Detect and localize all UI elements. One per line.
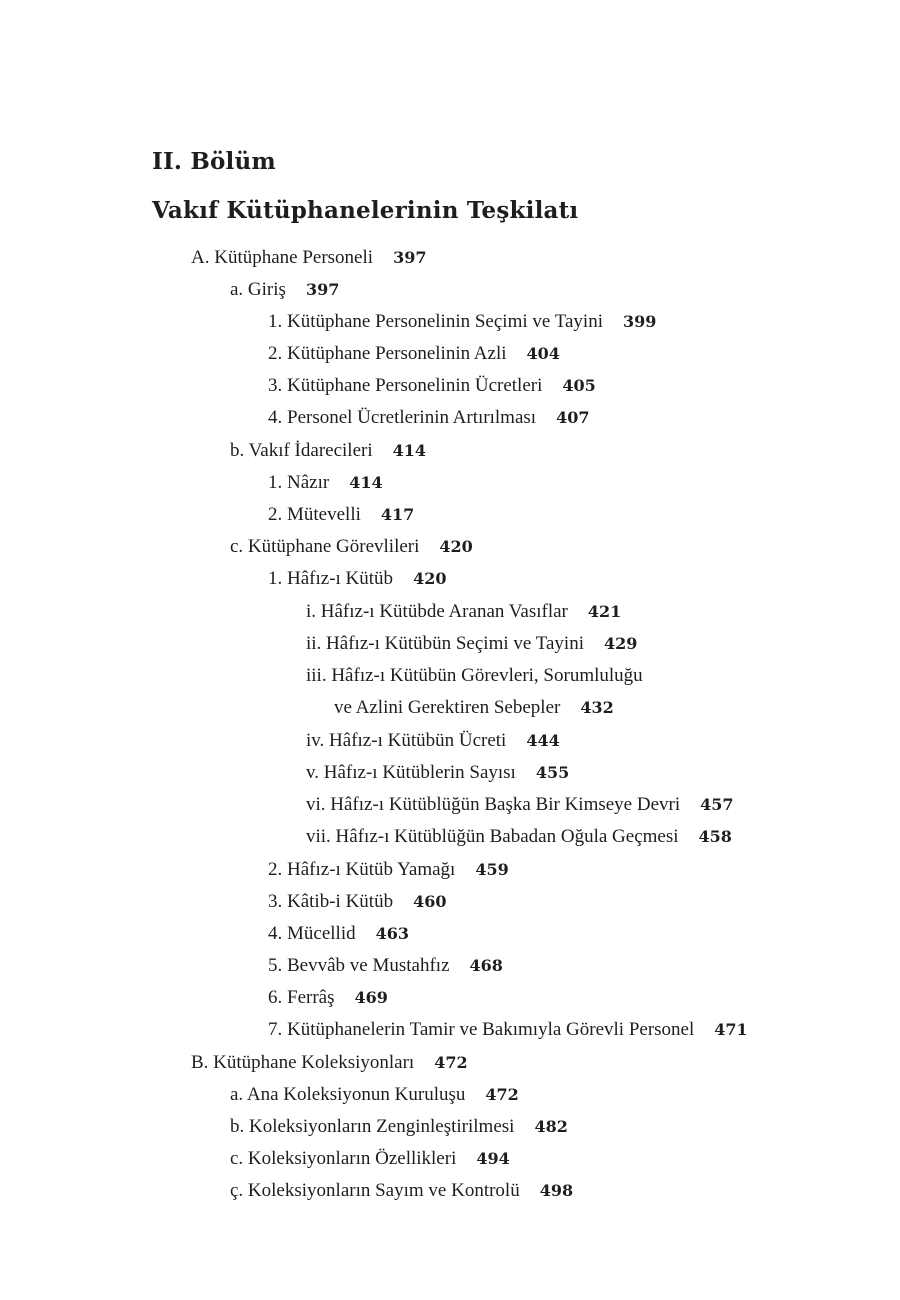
toc-entry-text: 5. Bevvâb ve Mustahfız: [268, 955, 450, 976]
toc-page-number: 420: [439, 537, 473, 556]
toc-entry: [306, 825, 732, 849]
toc-page-number: 397: [393, 248, 427, 267]
toc-entry: [230, 1147, 510, 1171]
toc-page-number: 458: [698, 827, 732, 846]
toc-entry-text: 4. Personel Ücretlerinin Artırılması: [268, 407, 537, 428]
toc-entry: [268, 310, 656, 334]
toc-entry-text: 2. Mütevelli: [268, 504, 361, 525]
toc-entry: [268, 471, 383, 495]
toc-entry-text: 1. Kütüphane Personelinin Seçimi ve Tayini: [268, 311, 603, 332]
toc-page-number: 414: [392, 441, 427, 460]
toc-entry: [268, 503, 414, 527]
toc-entry-text: b. Koleksiyonların Zenginleştirilmesi: [230, 1116, 515, 1137]
toc-page-number: 460: [413, 892, 447, 911]
toc-entry: [306, 600, 621, 624]
toc-entry: [306, 632, 637, 656]
toc-entry-text: ve Azlini Gerektiren Sebepler: [334, 697, 561, 718]
toc-entry: [268, 858, 509, 882]
toc-entry-text: i. Hâfız-ı Kütübde Aranan Vasıflar: [306, 601, 568, 622]
toc-page-number: 414: [349, 473, 383, 492]
toc-entry-text: vii. Hâfız-ı Kütüblüğün Babadan Oğula Geçmesi: [306, 826, 679, 847]
toc-entry: [306, 729, 560, 753]
toc-entry-text: 1. Hâfız-ı Kütüb: [268, 568, 394, 589]
toc-page-number: 420: [413, 569, 447, 588]
toc-entry: [268, 1018, 748, 1042]
toc-entry-text: 3. Kütüphane Personelinin Ücretleri: [268, 375, 543, 396]
toc-page-number: 494: [476, 1149, 510, 1168]
toc-page-number: 421: [587, 602, 622, 621]
toc-page-number: 429: [604, 634, 638, 653]
toc-entry: [230, 1179, 573, 1203]
toc-entry: [306, 664, 643, 688]
toc-entry: [268, 342, 560, 366]
toc-page-number: 407: [556, 408, 590, 427]
toc-entry: [230, 535, 473, 559]
toc-entry-text: a. Ana Koleksiyonun Kuruluşu: [230, 1084, 466, 1105]
toc-page-number: 469: [354, 988, 388, 1007]
toc-page-number: 459: [475, 860, 509, 879]
toc-entry: [268, 954, 503, 978]
toc-page-number: 471: [714, 1020, 748, 1039]
toc-page-number: 463: [375, 924, 410, 943]
toc-entry: [191, 1051, 468, 1075]
toc-page-number: 417: [380, 505, 415, 524]
toc-page-number: 457: [700, 795, 734, 814]
toc-entry-text: B. Kütüphane Koleksiyonları: [191, 1052, 415, 1073]
toc-page-number: 472: [434, 1053, 468, 1072]
toc-entry-text: 3. Kâtib-i Kütüb: [268, 891, 394, 912]
chapter-title: Vakıf Kütüphanelerinin Teşkilatı: [152, 197, 579, 224]
toc-page-number: 498: [539, 1181, 574, 1200]
toc-entry-text: 6. Ferrâş: [268, 987, 335, 1008]
toc-page-number: 455: [535, 763, 570, 782]
toc-entry-text: ç. Koleksiyonların Sayım ve Kontrolü: [230, 1180, 520, 1201]
toc-page-number: 432: [580, 698, 614, 717]
toc-page-number: 482: [534, 1117, 568, 1136]
toc-entry: [268, 986, 388, 1010]
toc-entry-continuation: [334, 696, 614, 720]
toc-entry-text: 2. Hâfız-ı Kütüb Yamağı: [268, 859, 456, 880]
toc-entry: [268, 922, 409, 946]
toc-entry-text: a. Giriş: [230, 279, 286, 300]
toc-entry: [191, 246, 426, 270]
toc-entry-text: A. Kütüphane Personeli: [191, 247, 374, 268]
toc-entry: [268, 890, 446, 914]
toc-page-number: 404: [526, 344, 560, 363]
toc-entry: [230, 278, 339, 302]
toc-page-number: 405: [562, 376, 596, 395]
toc-entry: [306, 761, 569, 785]
toc-entry: [268, 567, 446, 591]
toc-entry-text: vi. Hâfız-ı Kütüblüğün Başka Bir Kimseye Devri: [306, 794, 681, 815]
toc-entry-text: iv. Hâfız-ı Kütübün Ücreti: [306, 730, 507, 751]
toc-entry: [268, 406, 589, 430]
toc-page-number: 399: [623, 312, 657, 331]
toc-entry: [230, 1083, 519, 1107]
toc-page-number: 468: [469, 956, 503, 975]
toc-entry-text: 4. Mücellid: [268, 923, 356, 944]
toc-entry-text: v. Hâfız-ı Kütüblerin Sayısı: [306, 762, 516, 783]
toc-page-number: 397: [305, 280, 340, 299]
toc-entry-text: iii. Hâfız-ı Kütübün Görevleri, Sorumluluğu: [306, 665, 643, 686]
toc-entry-text: c. Koleksiyonların Özellikleri: [230, 1148, 457, 1169]
toc-entry-text: 1. Nâzır: [268, 472, 330, 493]
part-heading: II. Bölüm: [152, 148, 276, 175]
toc-entry-text: 2. Kütüphane Personelinin Azli: [268, 343, 507, 364]
toc-entry: [230, 439, 426, 463]
toc-entry-text: 7. Kütüphanelerin Tamir ve Bakımıyla Görevli Personel: [268, 1019, 695, 1040]
toc-page-number: 472: [485, 1085, 519, 1104]
toc-entry-text: b. Vakıf İdarecileri: [230, 440, 373, 461]
toc-entry-text: ii. Hâfız-ı Kütübün Seçimi ve Tayini: [306, 633, 584, 654]
toc-page-number: 444: [526, 731, 560, 750]
toc-entry: [306, 793, 734, 817]
toc-entry: [268, 374, 596, 398]
toc-entry-text: c. Kütüphane Görevlileri: [230, 536, 420, 557]
toc-entry: [230, 1115, 568, 1139]
